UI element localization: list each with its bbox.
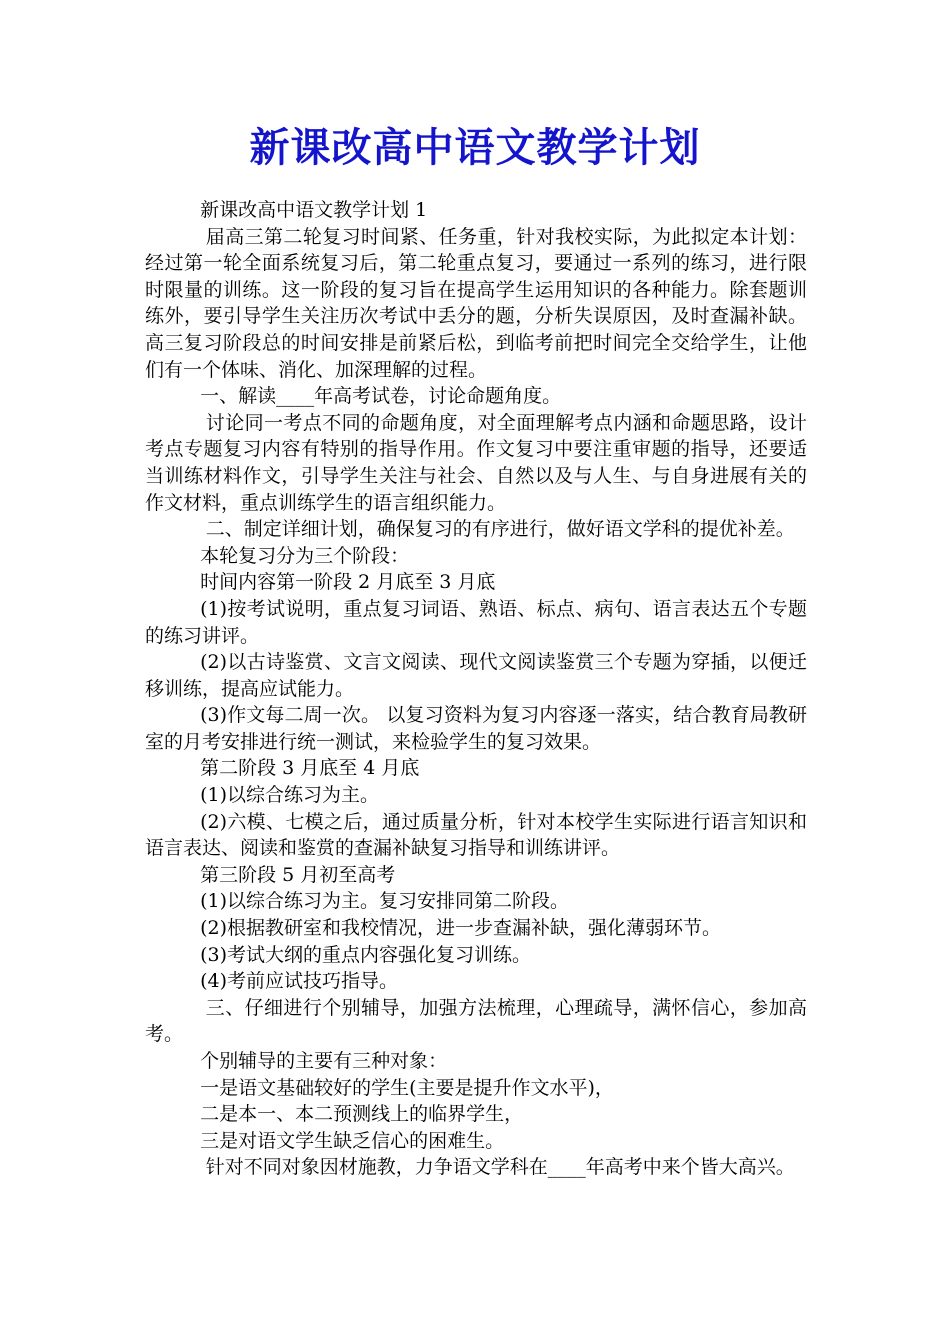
paragraph: 二是本一、本二预测线上的临界学生， (200, 1103, 524, 1126)
paragraph: (1)按考试说明，重点复习词语、熟语、标点、病句、语言表达五个专题的练习讲评。 (145, 597, 807, 647)
paragraph: (3)作文每二周一次。 以复习资料为复习内容逐一落实，结合教育局教研室的月考安排进行统一测试，来检验学生的复习效果。 (145, 704, 807, 753)
paragraph: 一、解读____年高考试卷，讨论命题角度。 (200, 385, 562, 408)
document-body (145, 197, 807, 1181)
paragraph: 第二阶段 3 月底至 4 月底 (200, 757, 420, 780)
paragraph: (2)根据教研室和我校情况，进一步查漏补缺，强化薄弱环节。 (200, 917, 722, 940)
paragraph: (2)以古诗鉴赏、文言文阅读、现代文阅读鉴赏三个专题为穿插，以便迁移训练，提高应试能力。 (145, 651, 807, 700)
paragraph: (1)以综合练习为主。复习安排同第二阶段。 (200, 890, 570, 913)
paragraph: 个别辅导的主要有三种对象： (200, 1050, 448, 1072)
paragraph: (2)六模、七模之后，通过质量分析，针对本校学生实际进行语言知识和语言表达、阅读和鉴赏的查漏补缺复习指导和训练讲评。 (145, 810, 807, 860)
paragraph: 第三阶段 5 月初至高考 (200, 863, 396, 886)
paragraph: 届高三第二轮复习时间紧、任务重，针对我校实际，为此拟定本计划：经过第一轮全面系统复习后，第二轮重点复习，要通过一系列的练习，进行限时限量的训练。这一阶段的复习旨在提高学生运用知识的各种能力。除套题训练外，要引导学生关注历次考试中丢分的题，分析失误原因，及时查漏补缺。高三复习阶段总的时间安排是前紧后松，到临考前把时间完全交给学生，让他们有一个体味、消化、加深理解的过程。 (145, 225, 807, 381)
document-title: 新课改高中语文教学计划 (249, 125, 701, 171)
paragraph: 针对不同对象因材施教，力争语文学科在____年高考中来个皆大高兴。 (205, 1156, 795, 1179)
paragraph: 本轮复习分为三个阶段： (200, 544, 410, 567)
paragraph: (3)考试大纲的重点内容强化复习训练。 (200, 943, 532, 966)
paragraph: 时间内容第一阶段 2 月底至 3 月底 (200, 571, 496, 594)
paragraph: 一是语文基础较好的学生(主要是提升作文水平)， (200, 1076, 614, 1099)
paragraph: 三、仔细进行个别辅导，加强方法梳理，心理疏导，满怀信心，参加高考。 (145, 996, 807, 1046)
paragraph: 二、制定详细计划，确保复习的有序进行，做好语文学科的提优补差。 (205, 518, 795, 541)
paragraph: (1)以综合练习为主。 (200, 784, 380, 807)
paragraph: 新课改高中语文教学计划 1 (200, 199, 428, 221)
paragraph: (4)考前应试技巧指导。 (200, 970, 399, 993)
paragraph: 讨论同一考点不同的命题角度，对全面理解考点内涵和命题思路，设计考点专题复习内容有特别的指导作用。作文复习中要注重审题的指导，还要适当训练材料作文，引导学生关注与社会、自然以及与人生、与自身进展有关的作文材料，重点训练学生的语言组织能力。 (145, 411, 807, 514)
paragraph: 三是对语文学生缺乏信心的困难生。 (200, 1129, 505, 1152)
